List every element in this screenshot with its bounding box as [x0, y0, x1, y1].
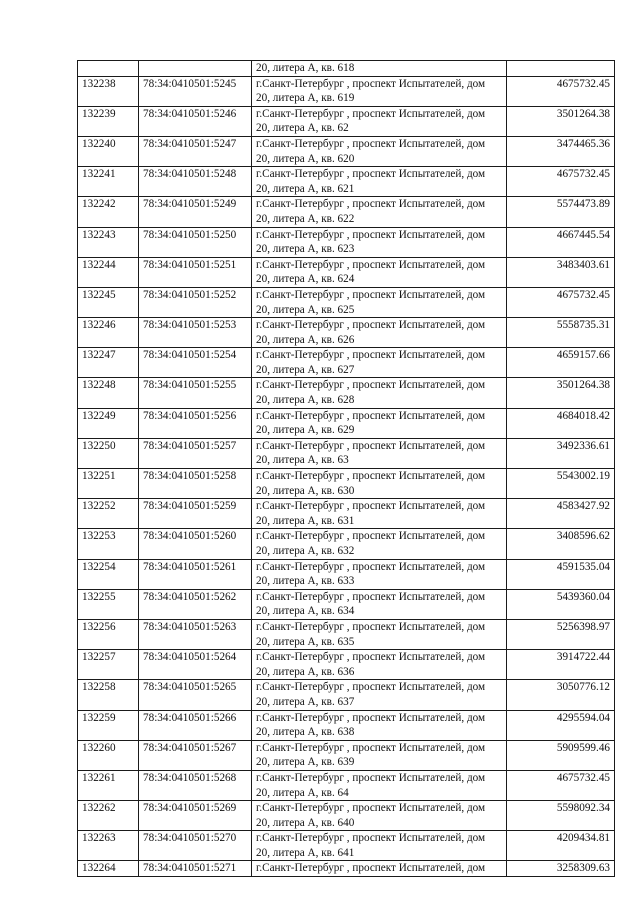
- table-row: [78, 197, 615, 227]
- address-line-2: 20, литера А, кв. 62: [256, 122, 349, 135]
- address-line-2: 20, литера А, кв. 630: [256, 484, 355, 497]
- address-line-1: г.Санкт-Петербург , проспект Испытателей, дом: [256, 560, 486, 573]
- address-line-1: г.Санкт-Петербург , проспект Испытателей, дом: [256, 500, 486, 513]
- table-row: [78, 499, 615, 529]
- id-cell: 132260: [78, 740, 139, 770]
- address-line-1: г.Санкт-Петербург , проспект Испытателей, дом: [256, 771, 486, 784]
- address-cell: [252, 650, 507, 680]
- address-line-2: 20, литера А, кв. 637: [256, 695, 355, 708]
- id-cell: 132258: [78, 680, 139, 710]
- address-line-2: 20, литера А, кв. 640: [256, 816, 355, 829]
- table-row: [78, 801, 615, 831]
- table-row: [78, 257, 615, 287]
- value-cell: 4684018.42: [507, 408, 615, 438]
- value-cell: 5543002.19: [507, 469, 615, 499]
- address-cell: г.Санкт-Петербург , проспект Испытателей, дом: [252, 861, 507, 877]
- address-line-1: г.Санкт-Петербург , проспект Испытателей, дом: [256, 258, 486, 271]
- id-cell: 132241: [78, 167, 139, 197]
- cadastral-cell: 78:34:0410501:5267: [139, 740, 252, 770]
- value-cell: 3483403.61: [507, 257, 615, 287]
- address-cell: [252, 197, 507, 227]
- address-cell: [252, 257, 507, 287]
- table-body: [78, 61, 615, 877]
- cadastral-cell: 78:34:0410501:5263: [139, 619, 252, 649]
- address-cell: [252, 438, 507, 468]
- address-line-2: 20, литера А, кв. 624: [256, 273, 355, 286]
- id-cell: 132243: [78, 227, 139, 257]
- cadastral-cell: 78:34:0410501:5246: [139, 106, 252, 136]
- table-row: [78, 740, 615, 770]
- value-cell: 4675732.45: [507, 76, 615, 106]
- cadastral-cell: 78:34:0410501:5253: [139, 318, 252, 348]
- address-cell: [252, 831, 507, 861]
- id-cell: 132251: [78, 469, 139, 499]
- value-cell: 3258309.63: [507, 861, 615, 877]
- address-cell: [252, 529, 507, 559]
- address-line-2: 20, литера А, кв. 627: [256, 363, 355, 376]
- cadastral-cell: 78:34:0410501:5270: [139, 831, 252, 861]
- address-line-2: 20, литера А, кв. 629: [256, 424, 355, 437]
- address-line-1: г.Санкт-Петербург , проспект Испытателей, дом: [256, 379, 486, 392]
- cadastral-cell: 78:34:0410501:5264: [139, 650, 252, 680]
- cadastral-cell: 78:34:0410501:5271: [139, 861, 252, 877]
- address-line-2: 20, литера А, кв. 63: [256, 454, 349, 467]
- value-cell: 3492336.61: [507, 438, 615, 468]
- id-cell: 132249: [78, 408, 139, 438]
- address-line-2: 20, литера А, кв. 635: [256, 635, 355, 648]
- table-row: [78, 167, 615, 197]
- address-line-2: 20, литера А, кв. 625: [256, 303, 355, 316]
- cadastral-cell: 78:34:0410501:5255: [139, 378, 252, 408]
- cadastral-cell: 78:34:0410501:5268: [139, 770, 252, 800]
- id-cell: 132248: [78, 378, 139, 408]
- id-cell: [78, 61, 139, 77]
- cadastral-register-table: [77, 60, 615, 877]
- cadastral-cell: 78:34:0410501:5257: [139, 438, 252, 468]
- table-row: [78, 348, 615, 378]
- value-cell: 4675732.45: [507, 287, 615, 317]
- address-line-1: г.Санкт-Петербург , проспект Испытателей, дом: [256, 137, 486, 150]
- table-row: [78, 106, 615, 136]
- value-cell: 3501264.38: [507, 378, 615, 408]
- id-cell: 132259: [78, 710, 139, 740]
- address-cell: [252, 348, 507, 378]
- id-cell: 132256: [78, 619, 139, 649]
- address-line-1: г.Санкт-Петербург , проспект Испытателей, дом: [256, 711, 486, 724]
- address-line-1: г.Санкт-Петербург , проспект Испытателей, дом: [256, 530, 486, 543]
- table-row: [78, 408, 615, 438]
- table-row: [78, 378, 615, 408]
- value-cell: 5439360.04: [507, 589, 615, 619]
- table-row: [78, 650, 615, 680]
- value-cell: 4295594.04: [507, 710, 615, 740]
- address-line-1: г.Санкт-Петербург , проспект Испытателей, дом: [256, 228, 486, 241]
- address-line-1: г.Санкт-Петербург , проспект Испытателей, дом: [256, 409, 486, 422]
- value-cell: 4667445.54: [507, 227, 615, 257]
- value-cell: [507, 61, 615, 77]
- address-cell: [252, 770, 507, 800]
- value-cell: 3501264.38: [507, 106, 615, 136]
- address-cell: [252, 378, 507, 408]
- id-cell: 132247: [78, 348, 139, 378]
- address-line-2: 20, литера А, кв. 633: [256, 575, 355, 588]
- value-cell: 4583427.92: [507, 499, 615, 529]
- address-line-2: 20, литера А, кв. 639: [256, 756, 355, 769]
- address-line-1: г.Санкт-Петербург , проспект Испытателей, дом: [256, 349, 486, 362]
- value-cell: 3050776.12: [507, 680, 615, 710]
- cadastral-cell: 78:34:0410501:5254: [139, 348, 252, 378]
- address-line-2: 20, литера А, кв. 634: [256, 605, 355, 618]
- id-cell: 132261: [78, 770, 139, 800]
- table-row: [78, 318, 615, 348]
- address-line-1: г.Санкт-Петербург , проспект Испытателей, дом: [256, 168, 486, 181]
- table-row: [78, 438, 615, 468]
- address-line-2: 20, литера А, кв. 619: [256, 92, 355, 105]
- cadastral-cell: [139, 61, 252, 77]
- address-line-2: 20, литера А, кв. 638: [256, 726, 355, 739]
- address-line-1: г.Санкт-Петербург , проспект Испытателей, дом: [256, 590, 486, 603]
- cadastral-cell: 78:34:0410501:5247: [139, 136, 252, 166]
- cadastral-cell: 78:34:0410501:5269: [139, 801, 252, 831]
- address-line-1: г.Санкт-Петербург , проспект Испытателей, дом: [256, 319, 486, 332]
- address-line-2: 20, литера А, кв. 64: [256, 786, 349, 799]
- cadastral-cell: 78:34:0410501:5248: [139, 167, 252, 197]
- address-line-2: 20, литера А, кв. 623: [256, 243, 355, 256]
- value-cell: 4675732.45: [507, 167, 615, 197]
- address-cell: [252, 801, 507, 831]
- cadastral-cell: 78:34:0410501:5250: [139, 227, 252, 257]
- address-line-2: 20, литера А, кв. 618: [256, 62, 355, 74]
- address-cell: [252, 167, 507, 197]
- value-cell: 4675732.45: [507, 770, 615, 800]
- value-cell: 4591535.04: [507, 559, 615, 589]
- id-cell: 132246: [78, 318, 139, 348]
- address-line-1: г.Санкт-Петербург , проспект Испытателей, дом: [256, 681, 486, 694]
- address-cell: [252, 469, 507, 499]
- address-line-2: 20, литера А, кв. 641: [256, 846, 355, 859]
- cadastral-cell: 78:34:0410501:5266: [139, 710, 252, 740]
- value-cell: 4209434.81: [507, 831, 615, 861]
- table-row: [78, 831, 615, 861]
- value-cell: 5256398.97: [507, 619, 615, 649]
- address-line-2: 20, литера А, кв. 636: [256, 665, 355, 678]
- address-cell: [252, 559, 507, 589]
- cadastral-cell: 78:34:0410501:5261: [139, 559, 252, 589]
- id-cell: 132254: [78, 559, 139, 589]
- address-cell: [252, 499, 507, 529]
- id-cell: 132239: [78, 106, 139, 136]
- address-line-2: 20, литера А, кв. 632: [256, 545, 355, 557]
- address-line-1: г.Санкт-Петербург , проспект Испытателей, дом: [256, 288, 486, 301]
- address-line-1: г.Санкт-Петербург , проспект Испытателей, дом: [256, 620, 486, 633]
- address-line-1: г.Санкт-Петербург , проспект Испытателей, дом: [256, 77, 486, 90]
- table-row: [78, 136, 615, 166]
- address-cell: [252, 740, 507, 770]
- cadastral-cell: 78:34:0410501:5265: [139, 680, 252, 710]
- cadastral-cell: 78:34:0410501:5252: [139, 287, 252, 317]
- address-line-2: 20, литера А, кв. 626: [256, 333, 355, 346]
- address-line-1: г.Санкт-Петербург , проспект Испытателей, дом: [256, 198, 486, 211]
- id-cell: 132262: [78, 801, 139, 831]
- table-row: [78, 287, 615, 317]
- id-cell: 132263: [78, 831, 139, 861]
- cadastral-cell: 78:34:0410501:5258: [139, 469, 252, 499]
- id-cell: 132253: [78, 529, 139, 559]
- table-row: [78, 710, 615, 740]
- id-cell: 132238: [78, 76, 139, 106]
- address-line-2: 20, литера А, кв. 631: [256, 514, 355, 527]
- cadastral-cell: 78:34:0410501:5262: [139, 589, 252, 619]
- address-cell: [252, 408, 507, 438]
- address-line-1: г.Санкт-Петербург , проспект Испытателей, дом: [256, 802, 486, 815]
- address-line-2: 20, литера А, кв. 620: [256, 152, 355, 165]
- cadastral-cell: 78:34:0410501:5249: [139, 197, 252, 227]
- address-cell: [252, 136, 507, 166]
- value-cell: 5909599.46: [507, 740, 615, 770]
- address-cell: [252, 287, 507, 317]
- id-cell: 132245: [78, 287, 139, 317]
- address-cell: [252, 318, 507, 348]
- value-cell: 5574473.89: [507, 197, 615, 227]
- address-line-2: 20, литера А, кв. 628: [256, 394, 355, 407]
- address-cell: [252, 227, 507, 257]
- address-cell: [252, 106, 507, 136]
- address-line-2: 20, литера А, кв. 622: [256, 212, 355, 225]
- table-row: [78, 76, 615, 106]
- value-cell: 3474465.36: [507, 136, 615, 166]
- table-row: [78, 529, 615, 559]
- address-line-1: г.Санкт-Петербург , проспект Испытателей, дом: [256, 107, 486, 120]
- id-cell: 132242: [78, 197, 139, 227]
- cadastral-cell: 78:34:0410501:5245: [139, 76, 252, 106]
- table-row: [78, 469, 615, 499]
- table-row: [78, 227, 615, 257]
- value-cell: 5598092.34: [507, 801, 615, 831]
- id-cell: 132257: [78, 650, 139, 680]
- value-cell: 5558735.31: [507, 318, 615, 348]
- value-cell: 3914722.44: [507, 650, 615, 680]
- address-line-1: г.Санкт-Петербург , проспект Испытателей, дом: [256, 741, 486, 754]
- continuation-row: [78, 61, 615, 77]
- address-cell: [252, 61, 507, 77]
- address-line-1: г.Санкт-Петербург , проспект Испытателей, дом: [256, 832, 486, 845]
- id-cell: 132264: [78, 861, 139, 877]
- id-cell: 132250: [78, 438, 139, 468]
- address-cell: [252, 710, 507, 740]
- value-cell: 3408596.62: [507, 529, 615, 559]
- cadastral-cell: 78:34:0410501:5256: [139, 408, 252, 438]
- table-row: [78, 559, 615, 589]
- table-row: [78, 589, 615, 619]
- address-cell: [252, 589, 507, 619]
- id-cell: 132255: [78, 589, 139, 619]
- address-line-1: г.Санкт-Петербург , проспект Испытателей, дом: [256, 439, 486, 452]
- id-cell: 132240: [78, 136, 139, 166]
- cadastral-cell: 78:34:0410501:5259: [139, 499, 252, 529]
- table-row: [78, 680, 615, 710]
- id-cell: 132244: [78, 257, 139, 287]
- address-cell: [252, 76, 507, 106]
- table-row: [78, 770, 615, 800]
- address-line-1: г.Санкт-Петербург , проспект Испытателей, дом: [256, 470, 486, 483]
- cadastral-cell: 78:34:0410501:5260: [139, 529, 252, 559]
- address-cell: [252, 680, 507, 710]
- address-line-1: г.Санкт-Петербург , проспект Испытателей, дом: [256, 651, 486, 664]
- table-row: [78, 861, 615, 877]
- address-cell: [252, 619, 507, 649]
- id-cell: 132252: [78, 499, 139, 529]
- cadastral-cell: 78:34:0410501:5251: [139, 257, 252, 287]
- table-row: [78, 619, 615, 649]
- value-cell: 4659157.66: [507, 348, 615, 378]
- address-line-2: 20, литера А, кв. 621: [256, 182, 355, 195]
